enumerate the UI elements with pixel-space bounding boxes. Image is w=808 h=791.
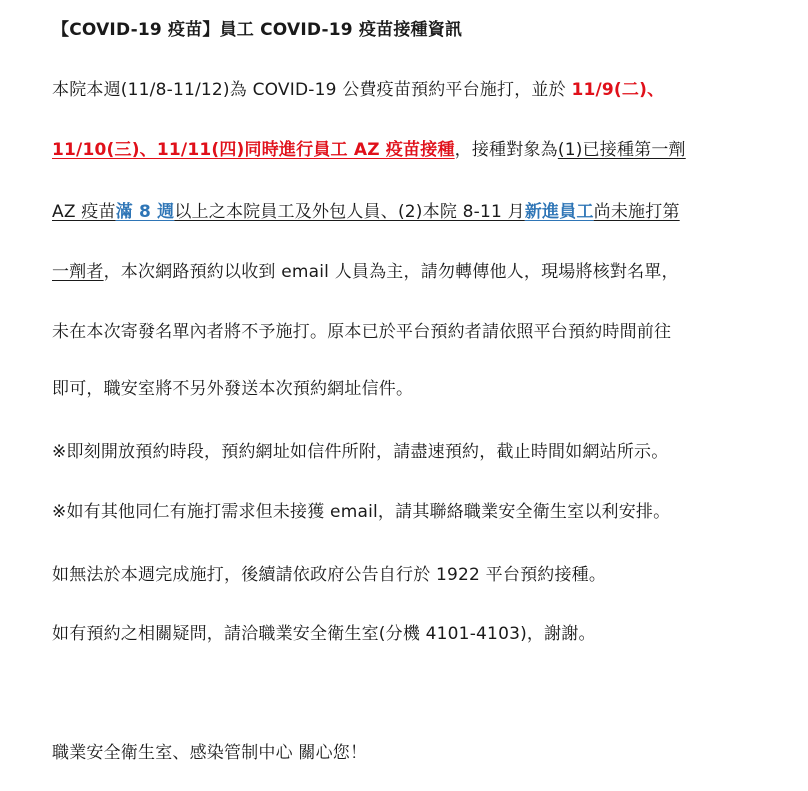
paragraph-line-3 xyxy=(52,200,680,224)
note-booking: ※即刻開放預約時段，預約網址如信件所附，請盡速預約，截止時間如網站所示。 xyxy=(52,442,669,462)
highlight-new-staff: 新進員工 xyxy=(524,202,594,222)
document-title: 【COVID-19 疫苗】員工 COVID-19 疫苗接種資訊 xyxy=(52,20,463,40)
text-segment: 本院本週(11/8-11/12)為 COVID-19 公費疫苗預約平台施打，並於 xyxy=(52,80,572,100)
paragraph-line-1 xyxy=(52,78,664,102)
text-segment: ，接種對象為 xyxy=(454,140,558,160)
paragraph-line-4 xyxy=(52,260,679,284)
underlined-text: 以上之本院員工及外包人員、(2)本院 8-11 月 xyxy=(174,202,525,222)
paragraph-line-5: 未在本次寄發名單內者將不予施打。原本已於平台預約者請依照平台預約時間前往 xyxy=(52,322,672,342)
underlined-text: 一劑者 xyxy=(52,262,104,282)
paragraph-line-2 xyxy=(52,138,686,162)
note-1922: 如無法於本週完成施打，後續請依政府公告自行於 1922 平台預約接種。 xyxy=(52,565,607,585)
highlight-date: 11/9(二)、 xyxy=(571,80,665,100)
underlined-text: AZ 疫苗 xyxy=(52,202,116,222)
note-email: ※如有其他同仁有施打需求但未接獲 email，請其聯絡職業安全衛生室以利安排。 xyxy=(52,502,671,522)
paragraph-line-6: 即可，職安室將不另外發送本次預約網址信件。 xyxy=(52,379,414,399)
underlined-target-1: (1)已接種第一劑 xyxy=(557,140,686,160)
text-segment: ，本次網路預約以收到 email 人員為主，請勿轉傳他人，現場將核對名單， xyxy=(103,262,679,282)
note-contact: 如有預約之相關疑問，請洽職業安全衛生室(分機 4101-4103)，謝謝。 xyxy=(52,624,596,644)
signature: 職業安全衛生室、感染管制中心 關心您！ xyxy=(52,743,368,763)
underlined-text: 尚未施打第 xyxy=(593,202,680,222)
highlight-weeks: 滿 8 週 xyxy=(115,202,175,222)
highlight-dates-staff: 11/10(三)、11/11(四)同時進行員工 AZ 疫苗接種 xyxy=(52,140,455,160)
